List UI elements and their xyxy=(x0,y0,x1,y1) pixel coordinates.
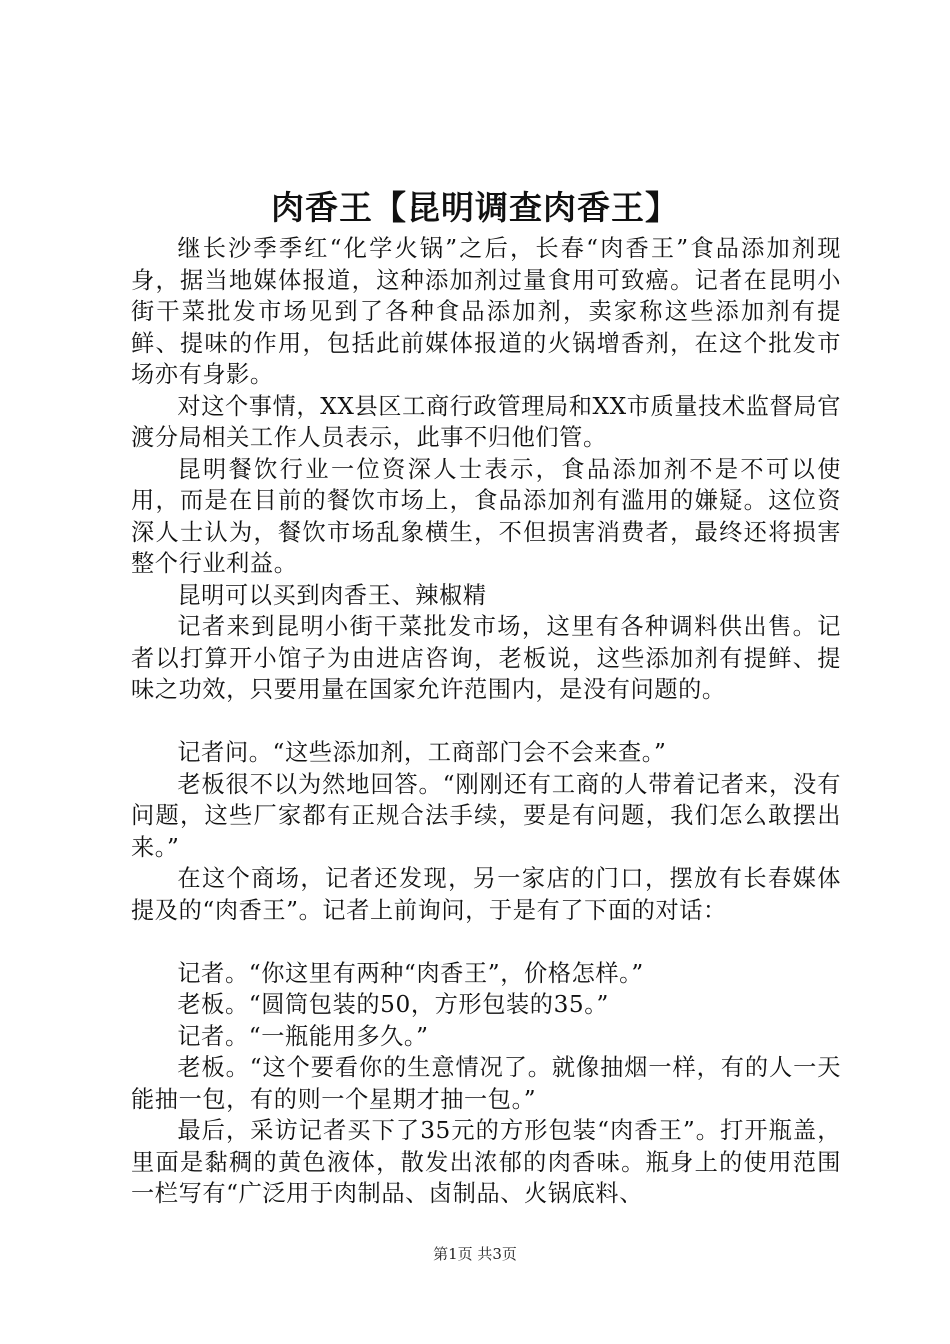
page-footer: 第1页 共3页 xyxy=(433,1245,517,1263)
dialogue-line: 老板。“这个要看你的生意情况了。就像抽烟一样，有的人一天能抽一包，有的则一个星期才抽一包。” xyxy=(131,1054,841,1113)
document-body xyxy=(131,233,841,1210)
paragraph: 记者问。“这些添加剂，工商部门会不会来查。” xyxy=(177,739,667,766)
page-title: 肉香王【昆明调查肉香王】 xyxy=(271,188,679,227)
paragraph: 对这个事情，XX县区工商行政管理局和XX市质量技术监督局官渡分局相关工作人员表示，此事不归他们管。 xyxy=(131,392,841,451)
section-heading: 昆明可以买到肉香王、辣椒精 xyxy=(177,581,487,609)
paragraph: 在这个商场，记者还发现，另一家店的门口，摆放有长春媒体提及的“肉香王”。记者上前询问，于是有了下面的对话： xyxy=(131,865,841,924)
paragraph: 继长沙季季红“化学火锅”之后，长春“肉香王”食品添加剂现身，据当地媒体报道，这种添加剂过量食用可致癌。记者在昆明小街干菜批发市场见到了各种食品添加剂，卖家称这些添加剂有提鲜、提味的作用，包括此前媒体报道的火锅增香剂，在这个批发市场亦有身影。 xyxy=(131,235,841,388)
paragraph: 记者来到昆明小街干菜批发市场，这里有各种调料供出售。记者以打算开小馆子为由进店咨询，老板说，这些添加剂有提鲜、提味之功效，只要用量在国家允许范围内，是没有问题的。 xyxy=(131,613,841,703)
dialogue-line: 记者。“你这里有两种“肉香王”，价格怎样。” xyxy=(177,959,644,987)
dialogue-line: 记者。“一瓶能用多久。” xyxy=(177,1022,429,1050)
paragraph: 老板很不以为然地回答。“刚刚还有工商的人带着记者来，没有问题，这些厂家都有正规合法手续，要是有问题，我们怎么敢摆出来。” xyxy=(131,770,841,861)
paragraph: 昆明餐饮行业一位资深人士表示，食品添加剂不是不可以使用，而是在目前的餐饮市场上，食品添加剂有滥用的嫌疑。这位资深人士认为，餐饮市场乱象横生，不但损害消费者，最终还将损害整个行业利益。 xyxy=(131,455,841,577)
paragraph: 最后，采访记者买下了35元的方形包装“肉香王”。打开瓶盖，里面是黏稠的黄色液体，散发出浓郁的肉香味。瓶身上的使用范围一栏写有“广泛用于肉制品、卤制品、火锅底料、 xyxy=(131,1117,841,1207)
dialogue-line: 老板。“圆筒包装的50，方形包装的35。” xyxy=(177,991,609,1018)
